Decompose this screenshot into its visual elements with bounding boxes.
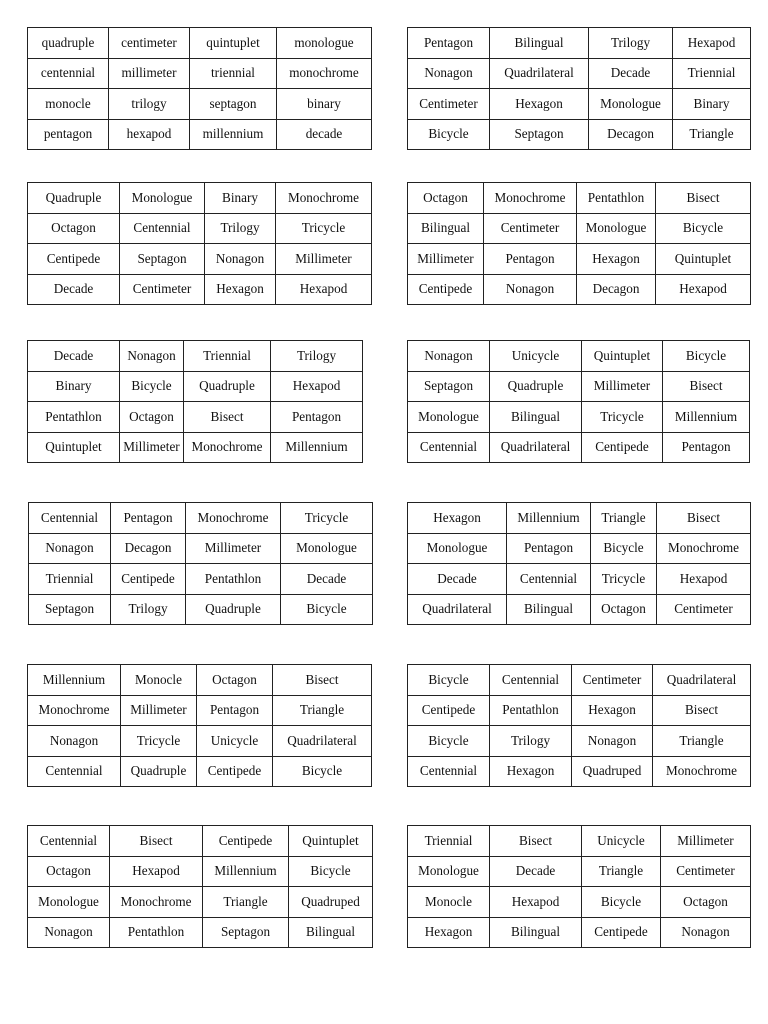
card-cell: Monochrome [484, 183, 577, 214]
card-cell: Quadrilateral [653, 665, 751, 696]
card-cell: Bicycle [582, 887, 661, 918]
card-cell: Quadruped [572, 756, 653, 787]
card-cell: Monochrome [276, 183, 372, 214]
card-row [28, 89, 372, 120]
card-cell: Millimeter [276, 244, 372, 275]
card-cell: Pentathlon [490, 695, 572, 726]
card-cell: Triangle [582, 856, 661, 887]
card-cell: Bicycle [408, 119, 490, 150]
card-cell: Millimeter [582, 371, 663, 402]
card-cell: Septagon [490, 119, 589, 150]
card-cell: Octagon [408, 183, 484, 214]
card-cell: Hexagon [490, 89, 589, 120]
card-row [408, 887, 751, 918]
card-cell: Decade [490, 856, 582, 887]
card-cell: Unicycle [197, 726, 273, 757]
card-cell: millennium [190, 119, 277, 150]
card-cell: Octagon [28, 213, 120, 244]
card-cell: Quadrilateral [273, 726, 372, 757]
card-cell: Bisect [490, 826, 582, 857]
card-cell: Nonagon [661, 917, 751, 948]
card-cell: Unicycle [582, 826, 661, 857]
card-cell: Quadrilateral [490, 432, 582, 463]
card-cell: Octagon [28, 856, 110, 887]
bingo-card-7 [28, 502, 373, 625]
card-row [408, 826, 751, 857]
card-row [28, 371, 363, 402]
card-cell: millimeter [109, 58, 190, 89]
card-cell: Triangle [653, 726, 751, 757]
card-cell: Quadruple [186, 594, 281, 625]
card-cell: Bisect [184, 402, 271, 433]
card-cell: Monologue [577, 213, 656, 244]
card-cell: quadruple [28, 28, 109, 59]
card-cell: Triangle [273, 695, 372, 726]
card-row [408, 665, 751, 696]
card-cell: Unicycle [490, 341, 582, 372]
card-cell: Quintuplet [582, 341, 663, 372]
card-cell: Centennial [120, 213, 205, 244]
card-cell: Septagon [29, 594, 111, 625]
card-cell: Decade [28, 274, 120, 305]
card-cell: monologue [277, 28, 372, 59]
card-cell: Monologue [28, 887, 110, 918]
card-row [29, 533, 373, 564]
card-row [408, 371, 750, 402]
card-cell: Hexagon [408, 503, 507, 534]
card-cell: Quintuplet [656, 244, 751, 275]
card-cell: Pentagon [111, 503, 186, 534]
card-cell: Triennial [673, 58, 751, 89]
card-cell: Triennial [29, 564, 111, 595]
bingo-card-1 [27, 27, 372, 150]
card-row [28, 119, 372, 150]
card-cell: Bicycle [120, 371, 184, 402]
card-row [408, 564, 751, 595]
card-row [408, 274, 751, 305]
card-cell: Nonagon [29, 533, 111, 564]
card-cell: Hexapod [276, 274, 372, 305]
card-cell: Centimeter [657, 594, 751, 625]
card-cell: Millennium [28, 665, 121, 696]
card-row [28, 826, 373, 857]
card-row [408, 213, 751, 244]
bingo-card-4 [407, 182, 751, 305]
card-cell: Hexagon [205, 274, 276, 305]
card-row [28, 28, 372, 59]
card-cell: Hexapod [657, 564, 751, 595]
card-cell: Monocle [408, 887, 490, 918]
card-row [408, 503, 751, 534]
card-cell: Trilogy [111, 594, 186, 625]
card-row [28, 756, 372, 787]
card-cell: Bisect [273, 665, 372, 696]
card-cell: Septagon [120, 244, 205, 275]
card-cell: Pentagon [484, 244, 577, 275]
card-cell: Centimeter [484, 213, 577, 244]
card-cell: Centipede [203, 826, 289, 857]
card-cell: Decade [408, 564, 507, 595]
card-cell: Triangle [673, 119, 751, 150]
card-cell: Triennial [184, 341, 271, 372]
card-cell: Millennium [663, 402, 750, 433]
card-cell: Bilingual [490, 917, 582, 948]
card-cell: triennial [190, 58, 277, 89]
card-row [28, 917, 373, 948]
card-cell: Centennial [29, 503, 111, 534]
card-cell: Monochrome [110, 887, 203, 918]
bingo-card-6 [407, 340, 750, 463]
card-cell: Centipede [28, 244, 120, 275]
card-row [29, 564, 373, 595]
card-cell: Tricycle [281, 503, 373, 534]
card-row [28, 856, 373, 887]
card-cell: Monochrome [653, 756, 751, 787]
card-cell: decade [277, 119, 372, 150]
card-cell: trilogy [109, 89, 190, 120]
card-cell: Nonagon [28, 917, 110, 948]
card-cell: Nonagon [28, 726, 121, 757]
card-row [408, 594, 751, 625]
card-row [28, 58, 372, 89]
card-cell: Millennium [271, 432, 363, 463]
bingo-card-2 [407, 27, 751, 150]
card-cell: Decagon [577, 274, 656, 305]
card-cell: Nonagon [408, 341, 490, 372]
card-cell: Monologue [120, 183, 205, 214]
card-cell: Triennial [408, 826, 490, 857]
card-cell: Monologue [408, 402, 490, 433]
card-cell: Centimeter [120, 274, 205, 305]
card-cell: Millimeter [121, 695, 197, 726]
card-cell: Hexagon [572, 695, 653, 726]
card-cell: Tricycle [591, 564, 657, 595]
card-cell: Septagon [203, 917, 289, 948]
bingo-card-11 [27, 825, 373, 948]
card-cell: Centimeter [408, 89, 490, 120]
card-row [408, 28, 751, 59]
card-cell: Hexagon [577, 244, 656, 275]
card-cell: Bicycle [408, 665, 490, 696]
bingo-card-12 [407, 825, 751, 948]
card-row [408, 917, 751, 948]
card-cell: Hexagon [408, 917, 490, 948]
card-cell: Centennial [28, 756, 121, 787]
card-row [28, 341, 363, 372]
card-cell: Centipede [582, 432, 663, 463]
card-cell: Quintuplet [289, 826, 373, 857]
card-cell: Nonagon [205, 244, 276, 275]
card-cell: Hexapod [490, 887, 582, 918]
card-cell: Quadruple [184, 371, 271, 402]
card-cell: Millimeter [408, 244, 484, 275]
card-cell: Hexapod [271, 371, 363, 402]
card-cell: Tricycle [121, 726, 197, 757]
card-row [408, 119, 751, 150]
card-cell: Centipede [582, 917, 661, 948]
card-row [29, 594, 373, 625]
card-cell: Trilogy [490, 726, 572, 757]
card-cell: Centennial [490, 665, 572, 696]
card-cell: Bicycle [591, 533, 657, 564]
card-cell: Octagon [591, 594, 657, 625]
card-row [28, 274, 372, 305]
card-cell: Pentagon [507, 533, 591, 564]
card-cell: Quintuplet [28, 432, 120, 463]
card-cell: centimeter [109, 28, 190, 59]
card-cell: Millimeter [186, 533, 281, 564]
card-cell: Trilogy [589, 28, 673, 59]
card-cell: Bicycle [289, 856, 373, 887]
card-row [408, 58, 751, 89]
card-cell: Decade [281, 564, 373, 595]
card-cell: septagon [190, 89, 277, 120]
card-cell: Nonagon [120, 341, 184, 372]
card-row [408, 533, 751, 564]
card-cell: Bilingual [289, 917, 373, 948]
bingo-card-8 [407, 502, 751, 625]
card-cell: Monochrome [28, 695, 121, 726]
card-row [28, 213, 372, 244]
card-cell: Centipede [197, 756, 273, 787]
card-cell: Centimeter [572, 665, 653, 696]
card-cell: centennial [28, 58, 109, 89]
card-cell: Quadruple [490, 371, 582, 402]
card-row [28, 432, 363, 463]
card-cell: hexapod [109, 119, 190, 150]
card-cell: Decade [589, 58, 673, 89]
card-cell: Centennial [408, 432, 490, 463]
card-cell: Centipede [408, 274, 484, 305]
card-cell: quintuplet [190, 28, 277, 59]
card-cell: Monochrome [186, 503, 281, 534]
card-row [408, 856, 751, 887]
card-row [408, 89, 751, 120]
card-cell: binary [277, 89, 372, 120]
card-row [408, 402, 750, 433]
card-row [28, 183, 372, 214]
card-row [28, 244, 372, 275]
card-cell: Bicycle [663, 341, 750, 372]
card-cell: Binary [673, 89, 751, 120]
card-cell: monochrome [277, 58, 372, 89]
card-cell: Monologue [408, 856, 490, 887]
bingo-card-9 [27, 664, 372, 787]
card-cell: Trilogy [205, 213, 276, 244]
card-cell: Centimeter [661, 856, 751, 887]
card-cell: Septagon [408, 371, 490, 402]
card-cell: Bilingual [490, 402, 582, 433]
card-cell: Centennial [507, 564, 591, 595]
card-cell: Monologue [589, 89, 673, 120]
card-cell: Centipede [111, 564, 186, 595]
card-cell: Trilogy [271, 341, 363, 372]
card-row [28, 695, 372, 726]
card-cell: Millimeter [120, 432, 184, 463]
card-cell: Quadrilateral [408, 594, 507, 625]
card-cell: Tricycle [276, 213, 372, 244]
card-cell: Decade [28, 341, 120, 372]
card-cell: Decagon [589, 119, 673, 150]
card-row [28, 402, 363, 433]
card-cell: Bicycle [656, 213, 751, 244]
card-row [408, 726, 751, 757]
card-cell: Millimeter [661, 826, 751, 857]
card-cell: Nonagon [484, 274, 577, 305]
card-cell: Hexagon [490, 756, 572, 787]
card-row [408, 183, 751, 214]
card-row [408, 756, 751, 787]
card-cell: Pentathlon [110, 917, 203, 948]
card-cell: Millennium [203, 856, 289, 887]
card-cell: Bisect [110, 826, 203, 857]
card-cell: Pentagon [663, 432, 750, 463]
card-cell: Nonagon [572, 726, 653, 757]
card-cell: Triangle [203, 887, 289, 918]
card-row [408, 695, 751, 726]
bingo-card-3 [27, 182, 372, 305]
card-row [408, 341, 750, 372]
card-cell: Monocle [121, 665, 197, 696]
card-cell: Centennial [408, 756, 490, 787]
card-cell: Monochrome [184, 432, 271, 463]
card-cell: Octagon [197, 665, 273, 696]
card-cell: Monochrome [657, 533, 751, 564]
card-cell: Hexapod [110, 856, 203, 887]
card-cell: Centennial [28, 826, 110, 857]
card-cell: Bicycle [273, 756, 372, 787]
card-row [28, 887, 373, 918]
card-cell: Hexapod [656, 274, 751, 305]
card-cell: Centipede [408, 695, 490, 726]
card-cell: Pentathlon [186, 564, 281, 595]
card-cell: Bilingual [507, 594, 591, 625]
card-cell: monocle [28, 89, 109, 120]
card-row [408, 244, 751, 275]
card-cell: Pentathlon [577, 183, 656, 214]
card-cell: Quadruped [289, 887, 373, 918]
card-cell: Monologue [408, 533, 507, 564]
card-cell: Hexapod [673, 28, 751, 59]
card-cell: Monologue [281, 533, 373, 564]
card-cell: Pentathlon [28, 402, 120, 433]
card-cell: Nonagon [408, 58, 490, 89]
card-cell: Millennium [507, 503, 591, 534]
card-cell: Pentagon [271, 402, 363, 433]
card-cell: Bisect [657, 503, 751, 534]
card-cell: Octagon [120, 402, 184, 433]
card-cell: pentagon [28, 119, 109, 150]
card-cell: Triangle [591, 503, 657, 534]
card-cell: Quadruple [121, 756, 197, 787]
bingo-card-5 [27, 340, 363, 463]
card-cell: Binary [28, 371, 120, 402]
card-cell: Quadruple [28, 183, 120, 214]
card-row [29, 503, 373, 534]
card-cell: Bisect [656, 183, 751, 214]
card-cell: Bisect [653, 695, 751, 726]
card-cell: Bilingual [490, 28, 589, 59]
card-cell: Quadrilateral [490, 58, 589, 89]
card-cell: Bisect [663, 371, 750, 402]
card-cell: Bicycle [281, 594, 373, 625]
card-cell: Decagon [111, 533, 186, 564]
card-cell: Pentagon [408, 28, 490, 59]
card-row [28, 726, 372, 757]
card-row [28, 665, 372, 696]
card-cell: Pentagon [197, 695, 273, 726]
card-row [408, 432, 750, 463]
card-cell: Bilingual [408, 213, 484, 244]
bingo-card-10 [407, 664, 751, 787]
card-cell: Tricycle [582, 402, 663, 433]
card-cell: Binary [205, 183, 276, 214]
card-cell: Bicycle [408, 726, 490, 757]
card-cell: Octagon [661, 887, 751, 918]
